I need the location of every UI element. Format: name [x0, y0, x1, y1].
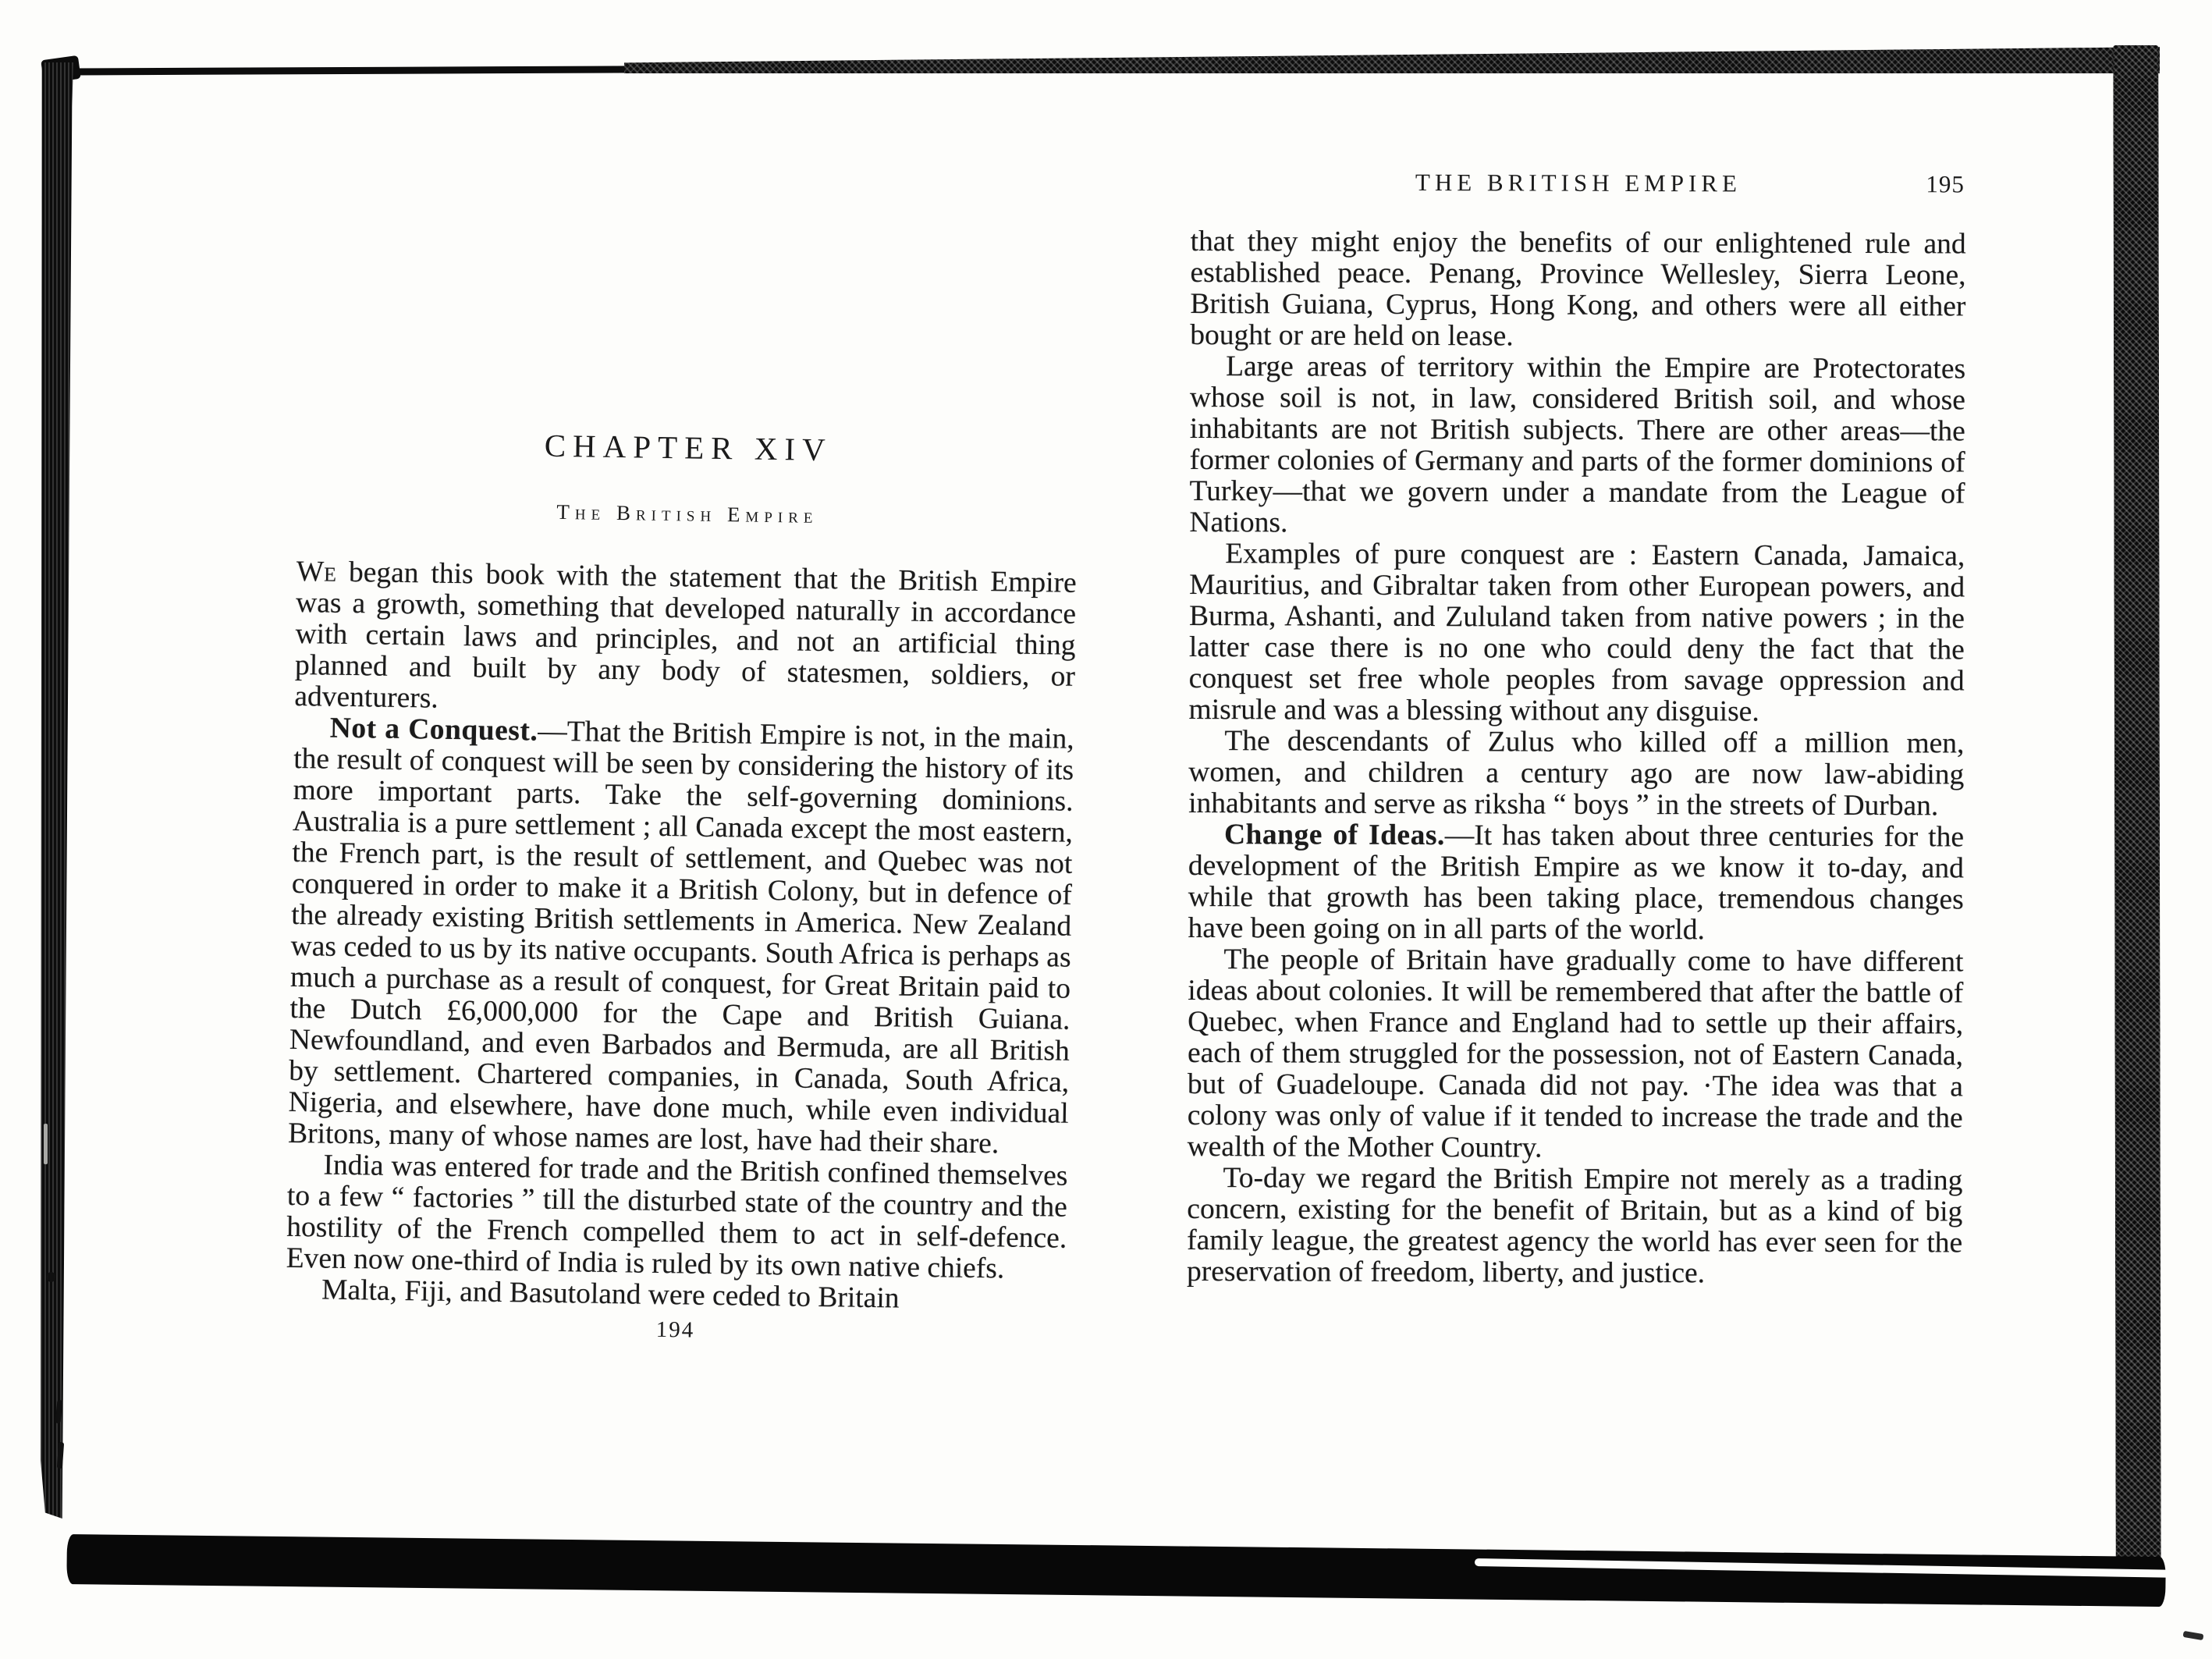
- right-page-body: [1187, 226, 1966, 1290]
- paragraph: [1189, 351, 1965, 541]
- book-edge-top-left: [45, 66, 640, 75]
- ink-speck: [57, 1442, 64, 1469]
- ink-speck: [2183, 1631, 2204, 1640]
- paragraph-text: The people of Britain have gradually come to have different ideas about colonies. It will be remembered that after the battle of Quebec, when France and England had to settle up their affairs, each of them struggled for the possession, not of Eastern Canada, but of Guadeloupe. Canada did not pay. ·The idea was that a colony was only of value if it tended to increase the trade and the wealth of the Mother Country.: [1187, 943, 1964, 1164]
- paragraph-text: Large areas of territory within the Empire are Protectorates whose soil is not, in law, considered British soil, and whose inhabitants are not British subjects. There are other areas—the former colonies of Germany and parts of the former dominions of Turkey—that we govern under a mandate from the League of Nations.: [1189, 350, 1966, 539]
- chapter-subtitle: The British Empire: [556, 499, 818, 528]
- page-number-left: 194: [655, 1316, 695, 1343]
- paragraph: [288, 712, 1074, 1161]
- paragraph-text: To-day we regard the British Empire not merely as a trading concern, existing for the benefit of Britain, but as a kind of big family league, the greatest agency the world has ever seen for the preservation of freedom, liberty, and justice.: [1186, 1162, 1963, 1290]
- right-page: [1187, 168, 1966, 1290]
- paragraph: [294, 556, 1077, 724]
- running-header-title: THE BRITISH EMPIRE: [1415, 169, 1742, 197]
- bold-lead: Change of Ideas.: [1223, 819, 1445, 852]
- smallcaps-lead: We: [296, 555, 337, 588]
- running-header: [1191, 168, 1966, 200]
- left-page: [285, 404, 1079, 1349]
- paragraph-text: Examples of pure conquest are : Eastern Canada, Jamaica, Mauritius, and Gibraltar taken from other European powers, and Burma, Ashanti, and Zululand taken from native powers ; in the latter case there is no one who could deny the fact that the conquest set free whole peoples from savage oppression and misrule and was a blessing without any disguise.: [1188, 538, 1965, 728]
- paragraph: [1187, 1163, 1963, 1290]
- book-edge-top-right: [624, 45, 2160, 73]
- book-edge-left: [41, 62, 73, 1519]
- paragraph-text: began this book with the statement that the British Empire was a growth, something that developed naturally in accordance with certain laws and principles, and not an artificial thing planned and built by any body of statesmen, soldiers, or adventurers.: [294, 556, 1078, 715]
- paragraph: [1188, 944, 1964, 1165]
- paragraph: [1188, 819, 1965, 947]
- paragraph-text: —That the British Empire is not, in the main, the result of conquest will be seen by considering the history of its more important parts. Take the self-governing dominions. Australia is a pure settlement ; all Canada except the most eastern, the French part, is the result of settlement, and Quebec was not conquered in order to make it a British Colony, but in defence of the already existing British settlements in America. New Zealand was ceded to us by its native occupants. South Africa is perhaps as much a purchase as a result of conquest, for Great Britain paid to the Dutch £6,000,000 for the Cape and British Guiana. Newfoundland, and even Barbados and Bermuda, are all British by settlement. Chartered companies, in Canada, South Africa, Nigeria, and elsewhere, have done much, while even individual Britons, many of whose names are lost, have had their share.: [287, 715, 1075, 1160]
- paragraph-text: that they might enjoy the benefits of our enlightened rule and established peace. Penang, Province Wellesley, Sierra Leone, British Guiana, Cyprus, Hong Kong, and others were all either bought or are held on lease.: [1190, 225, 1966, 353]
- ink-speck: [44, 1124, 48, 1164]
- bold-lead: Not a Conquest.: [329, 712, 538, 748]
- paragraph: [1188, 726, 1964, 822]
- paragraph-text: India was entered for trade and the British confined themselves to a few “ factories ” till the disturbed state of the country and the hostility of the French compelled them to act in self-defence. Even now one-third of India is ruled by its own native chiefs.: [286, 1149, 1068, 1285]
- paragraph: [1189, 538, 1965, 728]
- left-page-body: [286, 556, 1077, 1317]
- paragraph: [286, 1149, 1067, 1286]
- paragraph-text: Malta, Fiji, and Basutoland were ceded to Britain: [321, 1274, 900, 1315]
- chapter-heading: CHAPTER XIV: [544, 427, 833, 468]
- paragraph: [1190, 226, 1966, 353]
- ink-speck: [47, 1272, 55, 1282]
- book-edge-right: [2113, 45, 2161, 1572]
- paragraph-text: —It has taken about three centuries for the development of the British Empire as we know it to-day, and while that growth has been taking place, tremendous changes have been going on in all parts of the world.: [1188, 819, 1965, 947]
- page-number-right: 195: [1926, 170, 1965, 198]
- paragraph-text: The descendants of Zulus who killed off a million men, women, and children a century ago are now law-abiding inhabitants and serve as riksha “ boys ” in the streets of Durban.: [1188, 725, 1965, 822]
